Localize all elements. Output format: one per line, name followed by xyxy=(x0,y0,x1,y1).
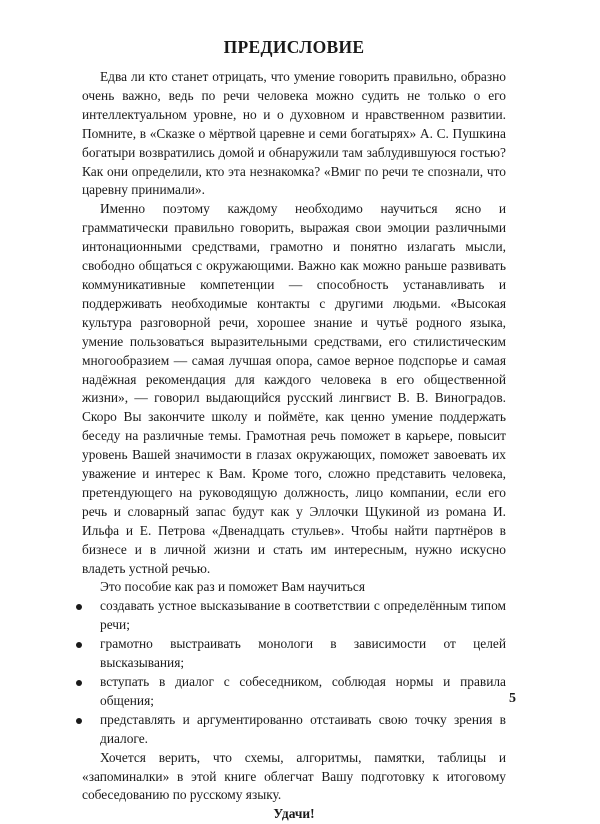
list-item-text: представлять и аргументированно отстаивать свою точку зрения в диалоге. xyxy=(100,711,506,746)
page-number: 5 xyxy=(509,691,516,706)
bullet-icon xyxy=(76,718,82,724)
bullet-icon xyxy=(76,680,82,686)
bullet-icon xyxy=(76,642,82,648)
final-paragraph: Хочется верить, что схемы, алгоритмы, памятки, таблицы и «запоминалки» в этой книге облегчат Вашу подготовку к итоговому собеседованию по русскому языку. xyxy=(82,749,506,803)
page-title: ПРЕДИСЛОВИЕ xyxy=(223,37,365,57)
goals-list xyxy=(82,597,506,748)
list-item-text: грамотно выстраивать монологи в зависимости от целей высказывания; xyxy=(100,636,506,671)
bullet-icon xyxy=(76,604,82,610)
list-item xyxy=(82,673,506,711)
list-item xyxy=(82,711,506,749)
list-item xyxy=(82,635,506,673)
intro-paragraph: Едва ли кто станет отрицать, что умение говорить правильно, образно очень важно, ведь по речи человека можно судить не только о его интеллектуальном уровне, но и о духовном и нравственном развитии. Помните, в «Сказке о мёртвой царевне и семи богатырях» А. С. Пушкина богатыри возвратились домой и обнаружили там заблудившуюся гостью? Как они определили, кто эта незнакомка? «Вмиг по речи те спознали, что царевну принимали». xyxy=(82,69,506,198)
closing-wish: Удачи! xyxy=(273,806,315,822)
list-item xyxy=(82,597,506,635)
list-item-text: вступать в диалог с собеседником, соблюдая нормы и правила общения; xyxy=(100,674,506,708)
main-paragraph: Именно поэтому каждому необходимо научиться ясно и грамматически правильно говорить, выражая свои эмоции различными интонационными средствами, грамотно и понятно излагать мысли, свободно общаться с окружающими. Важно как можно раньше развивать коммуникативные компетенции — способность устанавливать и поддерживать необходимые контакты с другими людьми. «Высокая культура разговорной речи, хорошее знание и чутьё родного языка, умение пользоваться выразительными средствами, его стилистическим многообразием — самая лучшая опора, самое верное подспорье и самая надёжная рекомендация для каждого человека в его общественной жизни», — говорил выдающийся русский лингвист В. В. Виноградов. Скоро Вы закончите школу и поймёте, как ценно умение поддержать беседу на различные темы. Грамотная речь поможет в карьере, повысит уровень Вашей значимости в глазах окружающих, поможет завоевать их уважение и интерес к Вам. Кроме того, сложно представить человека, претендующего на руководящую должность, лицо компании, если его речь и словарный запас будут как у Эллочки Щукиной из романа И. Ильфа и Е. Петрова «Двенадцать стульев». Чтобы найти партнёров в бизнесе и в личной жизни и стать им интересным, нужно искусно владеть устной речью. xyxy=(82,201,506,576)
list-item-text: создавать устное высказывание в соответствии с определённым типом речи; xyxy=(100,598,506,633)
page-content xyxy=(82,36,506,824)
lead-in-paragraph: Это пособие как раз и поможет Вам научиться xyxy=(100,579,365,595)
